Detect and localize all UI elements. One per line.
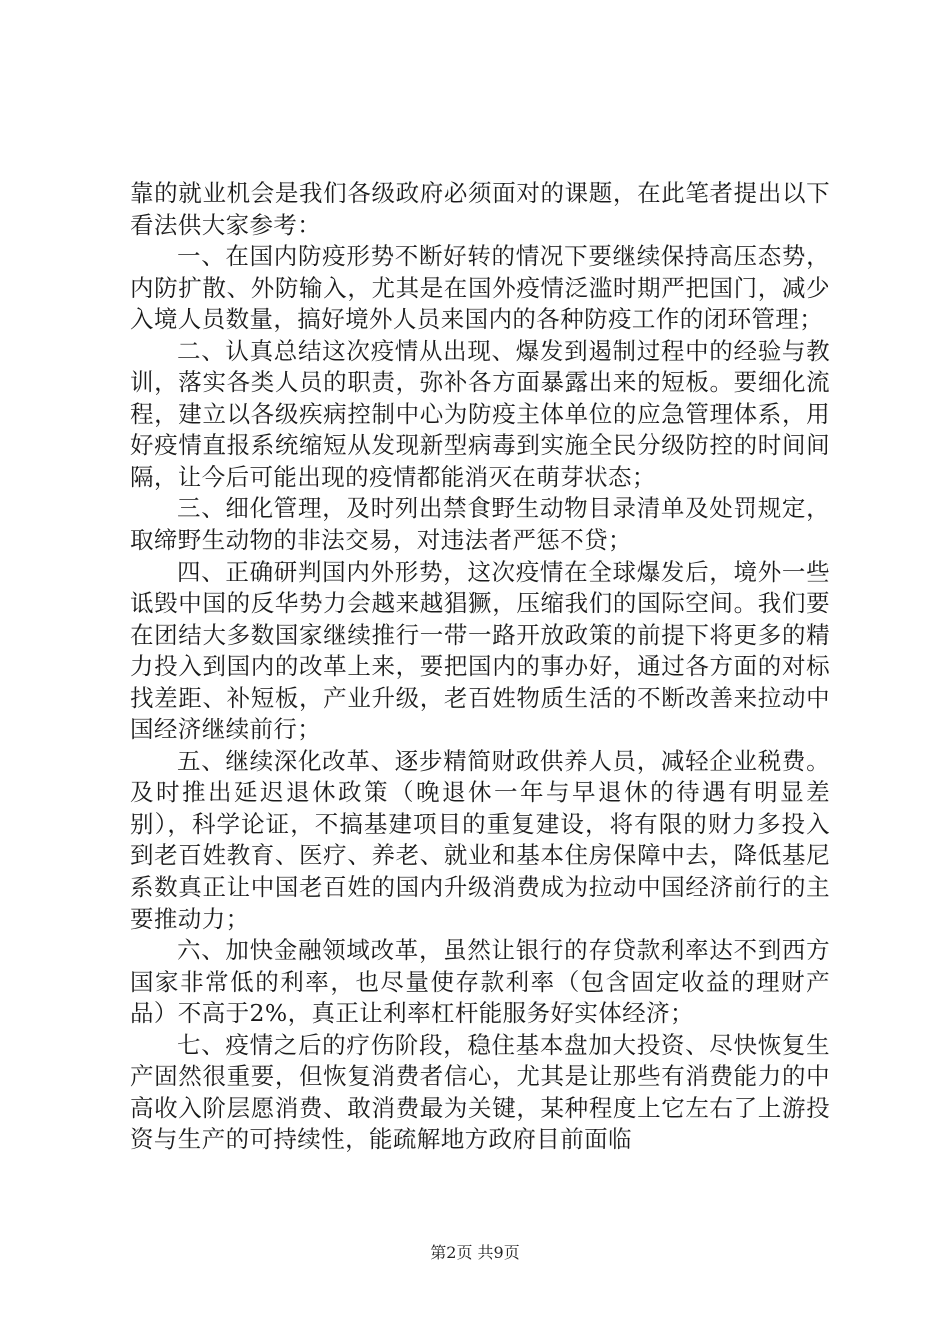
paragraph-item-6: 六、加快金融领域改革，虽然让银行的存贷款利率达不到西方国家非常低的利率，也尽量使存款利率（包含固定收益的理财产品）不高于2%，真正让利率杠杆能服务好实体经济；	[130, 936, 830, 1028]
paragraph-item-4: 四、正确研判国内外形势，这次疫情在全球爆发后，境外一些诋毁中国的反华势力会越来越猖獗，压缩我们的国际空间。我们要在团结大多数国家继续推行一带一路开放政策的前提下将更多的精力投入到国内的改革上来，要把国内的事办好，通过各方面的对标找差距、补短板，产业升级，老百姓物质生活的不断改善来拉动中国经济继续前行；	[130, 557, 830, 744]
paragraph-continuation: 靠的就业机会是我们各级政府必须面对的课题，在此笔者提出以下看法供大家参考：	[130, 179, 830, 239]
paragraph-item-2: 二、认真总结这次疫情从出现、爆发到遏制过程中的经验与教训，落实各类人员的职责，弥补各方面暴露出来的短板。要细化流程，建立以各级疾病控制中心为防疫主体单位的应急管理体系，用好疫情直报系统缩短从发现新型病毒到实施全民分级防控的时间间隔，让今后可能出现的疫情都能消灭在萌芽状态；	[130, 336, 830, 491]
page-number: 第2页 共9页	[430, 1243, 520, 1262]
document-body	[130, 178, 830, 1156]
paragraph-item-1: 一、在国内防疫形势不断好转的情况下要继续保持高压态势，内防扩散、外防输入，尤其是在国外疫情泛滥时期严把国门，减少入境人员数量，搞好境外人员来国内的各种防疫工作的闭环管理；	[130, 242, 830, 334]
paragraph-item-7: 七、疫情之后的疗伤阶段，稳住基本盘加大投资、尽快恢复生产固然很重要，但恢复消费者信心，尤其是让那些有消费能力的中高收入阶层愿消费、敢消费最为关键，某种程度上它左右了上游投资与生产的可持续性，能疏解地方政府目前面临	[130, 1030, 830, 1154]
paragraph-item-3: 三、细化管理，及时列出禁食野生动物目录清单及处罚规定，取缔野生动物的非法交易，对违法者严惩不贷；	[130, 494, 830, 555]
paragraph-item-5: 五、继续深化改革、逐步精简财政供养人员，减轻企业税费。及时推出延迟退休政策（晚退休一年与早退休的待遇有明显差别），科学论证，不搞基建项目的重复建设，将有限的财力多投入到老百姓教育、医疗、养老、就业和基本住房保障中去，降低基尼系数真正让中国老百姓的国内升级消费成为拉动中国经济前行的主要推动力；	[130, 746, 830, 933]
